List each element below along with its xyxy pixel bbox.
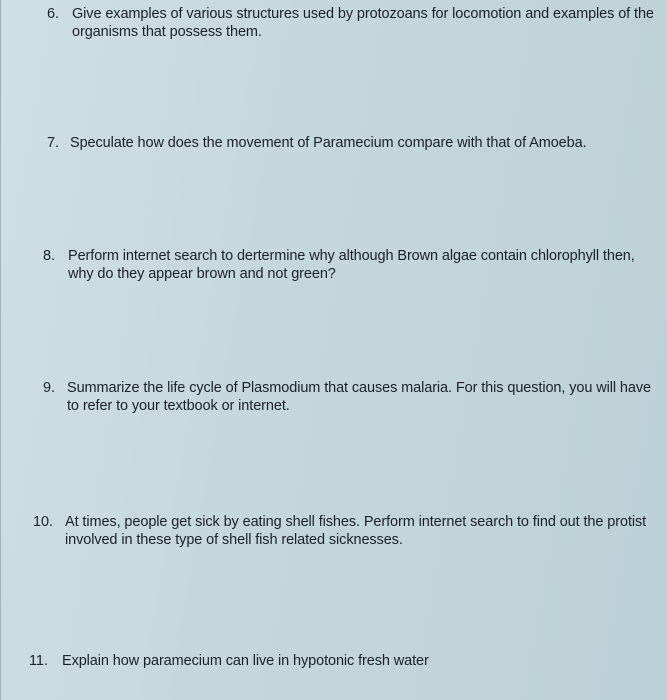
question-8 <box>43 247 663 283</box>
question-text: Give examples of various structures used by protozoans for locomotion and examples of the organisms that possess them. <box>72 6 654 40</box>
question-10 <box>33 513 665 549</box>
question-number: 10. <box>33 514 53 530</box>
question-7 <box>47 134 657 152</box>
question-number: 6. <box>47 6 59 22</box>
question-text: At times, people get sick by eating shell fishes. Perform internet search to find out the protist involved in these type of shell fish related sicknesses. <box>65 514 647 548</box>
question-number: 7. <box>47 135 59 151</box>
question-11 <box>29 652 649 670</box>
question-text: Speculate how does the movement of Paramecium compare with that of Amoeba. <box>70 135 587 151</box>
question-text: Explain how paramecium can live in hypotonic fresh water <box>62 653 429 669</box>
question-number: 11. <box>29 653 48 669</box>
question-6 <box>47 5 657 41</box>
question-9 <box>43 379 663 415</box>
question-number: 8. <box>43 248 55 264</box>
question-text: Summarize the life cycle of Plasmodium that causes malaria. For this question, you will have to refer to your textbook or internet. <box>67 380 651 414</box>
question-number: 9. <box>43 380 55 396</box>
question-text: Perform internet search to dertermine why although Brown algae contain chlorophyll then, why do they appear brown and not green? <box>68 248 635 282</box>
